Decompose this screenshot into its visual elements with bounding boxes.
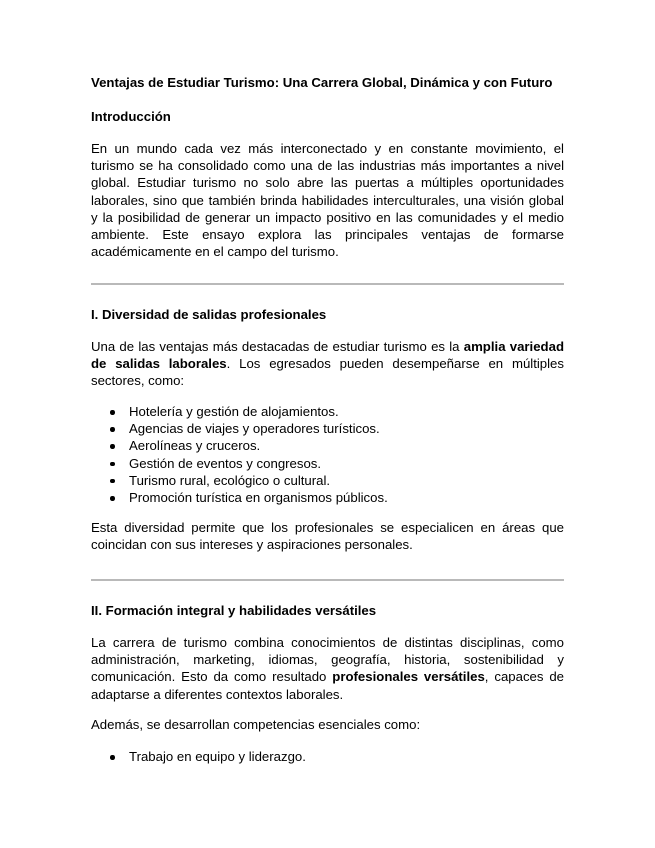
bullet-icon <box>110 427 115 432</box>
list-item <box>91 437 388 454</box>
list-item-text: Turismo rural, ecológico o cultural. <box>129 472 331 488</box>
bullet-icon <box>110 479 115 484</box>
bullet-icon <box>110 755 115 760</box>
section2-competencies-intro: Además, se desarrollan competencias esenciales como: <box>91 717 421 732</box>
section1-p1-text-a: Una de las ventajas más destacadas de estudiar turismo es la <box>91 339 464 354</box>
list-item <box>91 489 388 506</box>
list-item-text: Aerolíneas y cruceros. <box>129 438 261 454</box>
list-item <box>91 403 388 420</box>
bullet-icon <box>110 462 115 467</box>
section1-heading: I. Diversidad de salidas profesionales <box>91 307 327 322</box>
intro-paragraph: En un mundo cada vez más interconectado y en constante movimiento, el turismo se ha consolidado como una de las industrias más importantes a nivel global. Estudiar turismo no solo abre las puertas a múltiples oportunidades laborales, sino que también brinda habilidades interculturales, una visión global y la posibilidad de generar un impacto positivo en las comunidades y el medio ambiente. Este ensayo explora las principales ventajas de formarse académicamente en el campo del turismo. <box>91 141 564 260</box>
list-item <box>91 472 388 489</box>
list-item <box>91 455 388 472</box>
section1-p1-emphasis: amplia variedad de salidas laborales <box>91 339 565 372</box>
list-item-text: Gestión de eventos y congresos. <box>129 455 322 471</box>
bullet-icon <box>110 444 115 449</box>
section1-list <box>91 403 388 506</box>
section2-paragraph <box>91 634 564 703</box>
list-item-text: Hotelería y gestión de alojamientos. <box>129 404 339 419</box>
list-item <box>91 420 388 437</box>
document-title: Ventajas de Estudiar Turismo: Una Carrera Global, Dinámica y con Futuro <box>91 75 553 90</box>
list-item-text: Trabajo en equipo y liderazgo. <box>129 749 306 764</box>
section-divider <box>91 579 564 581</box>
section2-p1-text-a: La carrera de turismo combina conocimientos de distintas disciplinas, como administración, marketing, idiomas, geografía, historia, sostenibilidad y comunicación. Esto da como resultado <box>91 635 564 685</box>
list-item <box>91 748 306 765</box>
section-divider <box>91 283 564 285</box>
section2-heading: II. Formación integral y habilidades versátiles <box>91 603 377 618</box>
section1-p1-text-b: . Los egresados pueden desempeñarse en múltiples sectores, como: <box>91 356 564 389</box>
section1-paragraph <box>91 338 564 390</box>
section2-list <box>91 748 306 765</box>
list-item-text: Promoción turística en organismos públicos. <box>129 490 388 506</box>
intro-heading: Introducción <box>91 109 171 124</box>
section1-closing-paragraph: Esta diversidad permite que los profesionales se especialicen en áreas que coincidan con sus intereses y aspiraciones personales. <box>91 520 564 553</box>
section2-p1-emphasis: profesionales versátiles <box>332 669 485 685</box>
bullet-icon <box>110 496 115 501</box>
list-item-text: Agencias de viajes y operadores turísticos. <box>129 421 380 437</box>
section2-p1-text-b: , capaces de adaptarse a diferentes contextos laborales. <box>91 669 565 702</box>
bullet-icon <box>110 410 115 415</box>
